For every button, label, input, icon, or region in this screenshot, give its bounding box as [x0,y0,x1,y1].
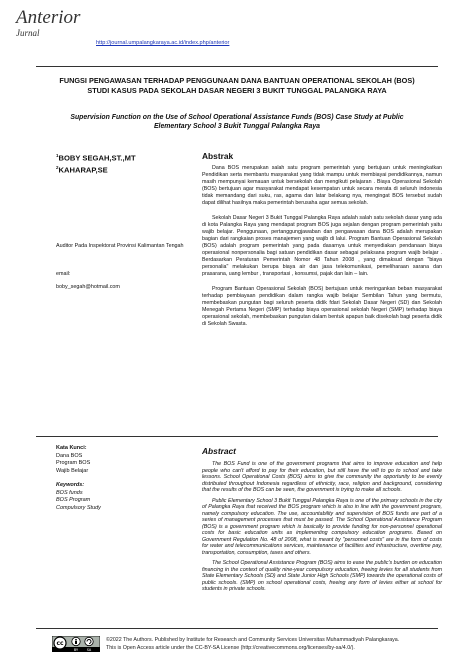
author-email-link[interactable]: boby_segah@hotmail.com [56,284,120,290]
author2-number: 2 [56,165,59,171]
email-label: email: [56,271,71,277]
abstrak-paragraph-3: Program Bantuan Operasional Sekolah (BOS) bertujuan untuk meringankan beban masyarakat terhadap pembiayaan pendidikan dalam rangka wajib belajar Sembilan Tahun yang bermutu, membebaskan pungutan bagi seluruh peserta didik fdari Sekolah Dasar Negeri (SD) dan Sekolah Menegah Pertama Negeri (SMP) terhadap biaya operasional sekolah Negeri (SMP) terhadap biaya operasional sekolah, membebaskan pungutan dalam bentuk apapun baik disekolah bagi peserta didik di Sekolah Swasta. [202,286,442,328]
kata-kunci-block [56,445,90,475]
journal-brand [16,8,80,38]
journal-name: Anterior [16,7,81,28]
license-line: This is Open Access article under the CC-BY-SA License (http://creativecommons.org/licenses/by-sa/4.0/). [106,645,355,651]
by-label: BY [73,648,79,652]
copyright-line: ©2022 The Authors. Published by Institute for Research and Community Services Universitas Muhammadiyah Palangkaraya. [106,637,400,643]
keyword-item: Compulsory Study [56,504,101,511]
footer-rule [36,628,438,629]
keywords-label: Keywords: [56,482,85,488]
author-affiliation: Auditor Pada Inspektorat Provinsi Kalimantan Tengah [56,243,184,249]
keyword-item: BOS funds [56,489,83,496]
cc-by-sa-badge-icon[interactable] [52,636,100,652]
journal-url-link[interactable]: http://journal.umpalangkaraya.ac.id/index.php/anterior [96,40,230,46]
cc-icon: cc [56,640,64,648]
abstract-body [202,461,442,597]
abstract-paragraph-1: The BOS Fund is one of the government programs that aims to improve education and help people who can't afford to pay for their education, but still have the will to go to school and take lessons. School Operational Costs (BOS) aims to give the community the opportunity to be evenly distributed throughout Indonesia regardless of ethnicity, race, religion and background, considering that the results of the BOS can be seen, the government is trying to make all schools. [202,461,442,493]
license-footer [106,636,399,652]
header-rule [36,66,438,67]
keyword-item: BOS Program [56,497,91,504]
sa-label: SA [86,648,92,652]
abstract-heading: Abstract [202,446,236,456]
journal-subtitle: Jurnal [16,28,40,38]
author1-number: 1 [56,153,59,158]
article-title: FUNGSI PENGAWASAN TERHADAP PENGGUNAAN DANA BANTUAN OPERATIONAL SEKOLAH (BOS) STUDI KASUS PADA SEKOLAH DASAR NEGERI 3 BUKIT TUNGGAL PALANGKA RAYA [59,76,415,95]
abstrak-paragraph-2: Sekolah Dasar Negeri 3 Bukit Tunggal Palangka Raya adalah salah satu sekolah dasar yang ada di kota Palangka Raya yang mendapat program BOS juga sejalan dengan program pemerintah yaitu wajib belajar. Penggunaan, pertanggungjawaban dan pengawasan dana BOS adalah merupakan bagian dari rangkaian proses manajemen yang wajib di lalui. Program Bantuan Operasional Sekolah (BOS) adalah program pemerintah yang pada dasarnya untuk menyediakan pendanaan biaya operasional nonpersonalia bagi satuan pendidikan dasar sebagai pelaksana program wajib belajar . Berdasarkan Peraturan Pemerintah Nomor 48 Tahun 2008 , yang dimaksud dengan "biaya personalia" melakukan berupa biaya air dan jasa telekomunikasi, pemeliharaan sarana dan prasarana, uang lembur , transportasi , konsumsi, pajak dan lain – lain. [202,215,442,278]
author-1: BOBY SEGAH,ST.,MT [58,153,136,163]
article-title-english: Supervision Function on the Use of School Operational Assistance Funds (BOS) Case Study at Public Elementary School 3 Bukit Tunggal Palangka Raya [70,114,404,131]
kata-kunci-item: Dana BOS [56,452,83,459]
abstract-paragraph-2: Public Elementary School 3 Bukit Tunggal Palangka Raya is one of the primary schools in the city of Palangka Raya that received the BOS program which is also in line with the government program, namely compulsory education. The use, accountability and supervision of BOS funds are part of a series of management processes that must be passed. The School Operational Assistance Program (BOS) is a government program which is basically to provide funding for non-personnel operational costs for basic education units as implementing compulsory education programs. Based on Government Regulation No. 48 of 2008, what is meant by "personnel costs" are in the form of costs for water and telecommunications services, maintenance of facilities and infrastructure, overtime pay, transportation, consumption, taxes and others. [202,497,442,556]
abstrak-body [202,165,442,334]
author-block [56,151,136,175]
author-2: KAHARAP,SE [58,165,108,175]
abstrak-heading: Abstrak [202,151,234,161]
kata-kunci-item: Wajib Belajar [56,467,89,474]
kata-kunci-label: Kata Kunci: [56,445,87,451]
abstrak-paragraph-1: Dana BOS merupakan salah satu program pemerintah yang bertujuan untuk meningkatkan Pendidikan serta membantu masyarakat yang tidak mampu untuk membiayai pendidikannya, namun masih mempunyai kemauan untuk bersekolah dan mengikuti pelajaran . Biaya Operasional Sekolah (BOS) bertujuan agar masyarakat mendapat kesempatan untuk secara merata di seluruh indonesia tidak memandang dari suku, ras, agama dan latar belakang nya, mengingat BOS tersebut sudah dapat dilihat hasilnya maka pemerintah berusaha agar semua sekolah. [202,165,442,207]
kata-kunci-item: Program BOS [56,460,91,467]
section-divider [36,436,438,437]
abstract-paragraph-3: The School Operational Assistance Program (BOS) aims to ease the public's burden on education financing in the context of quality nine-year compulsory education, freeing levies for all students from State Elementary Schools (SD) and State Junior High Schools (SMP) towards the operational costs of public schools. (SMP) on school operational costs, freeing any form of levies either at school for students in private schools. [202,560,442,592]
keywords-block [56,482,101,512]
